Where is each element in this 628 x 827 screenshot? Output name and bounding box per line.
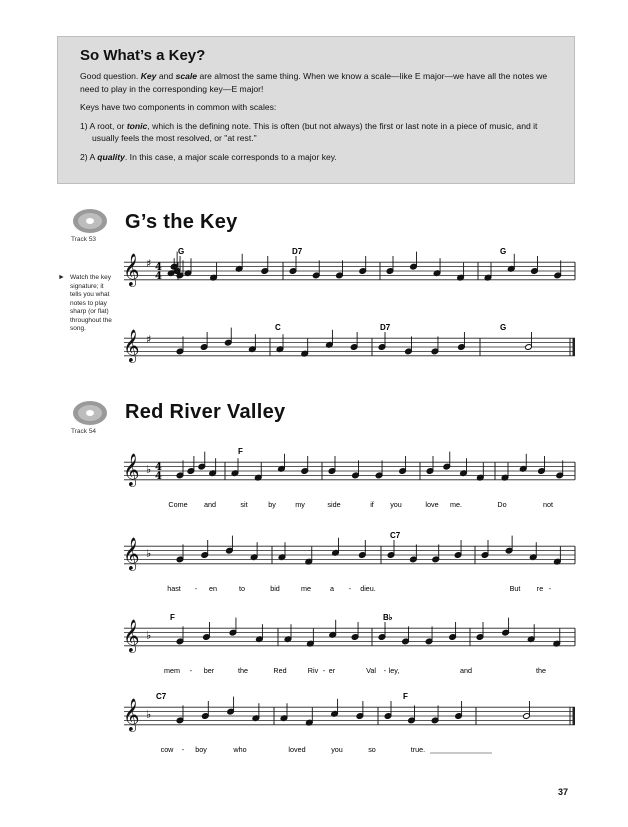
lyric-syllable: sit bbox=[240, 500, 248, 509]
lyric-syllable: en bbox=[209, 584, 217, 593]
lyric-syllable: true. bbox=[410, 745, 426, 754]
time-signature: 4 bbox=[155, 262, 162, 273]
final-bar-line bbox=[573, 338, 576, 356]
time-signature: 4 bbox=[155, 462, 162, 473]
staff bbox=[123, 447, 575, 509]
time-signature: 4 bbox=[155, 471, 162, 482]
lyric-syllable: Riv bbox=[307, 666, 319, 675]
key-signature-flat: ♭ bbox=[146, 547, 152, 560]
lyric-syllable: boy bbox=[195, 745, 207, 754]
lyric-syllable: mem bbox=[164, 666, 180, 675]
lyric-syllable: so bbox=[368, 745, 376, 754]
lyric-syllable: and bbox=[460, 666, 472, 675]
chord-symbol: B♭ bbox=[383, 613, 393, 622]
chord-symbol: C7 bbox=[156, 692, 167, 701]
lyric-syllable: - bbox=[322, 666, 326, 675]
lyric-syllable: Come bbox=[168, 500, 188, 509]
lyric-syllable: loved bbox=[288, 745, 306, 754]
arrow-icon: ► bbox=[58, 274, 65, 281]
key-signature-flat: ♭ bbox=[146, 463, 152, 476]
lyric-syllable: - bbox=[181, 745, 185, 754]
chord-symbol: F bbox=[238, 447, 243, 456]
key-signature-flat: ♭ bbox=[146, 629, 152, 642]
lyric-syllable: love bbox=[425, 500, 439, 509]
lyric-syllable: - bbox=[189, 666, 193, 675]
lyric-syllable: re bbox=[536, 584, 544, 593]
lyric-syllable: and bbox=[204, 500, 216, 509]
chord-symbol: F bbox=[170, 613, 175, 622]
key-signature-sharp: ♯ bbox=[146, 257, 152, 270]
track-label: Track 53 bbox=[71, 236, 97, 243]
lyric-syllable: - bbox=[348, 584, 352, 593]
lyric-syllable: Val bbox=[366, 666, 376, 675]
info-paragraph-2: Keys have two components in common with scales: bbox=[80, 102, 277, 112]
lyric-syllable: a bbox=[330, 584, 334, 593]
chord-symbol: F bbox=[403, 692, 408, 701]
lyric-syllable: side bbox=[327, 500, 341, 509]
staff bbox=[123, 247, 575, 287]
lyric-syllable: me bbox=[301, 584, 311, 593]
lyric-syllable: dieu. bbox=[360, 584, 376, 593]
info-box-title: So What’s a Key? bbox=[80, 47, 206, 64]
side-note: ► Watch the key signature; it tells you what notes to play sharp (or flat) throughout the song. bbox=[58, 274, 112, 332]
treble-clef: 𝄞 bbox=[123, 537, 140, 570]
info-list-item-2: 2) A quality. In this case, a major scale corresponds to a major key. bbox=[80, 151, 337, 162]
lyric-syllable: hast bbox=[167, 584, 181, 593]
chord-symbol: G bbox=[178, 247, 185, 256]
time-signature: 4 bbox=[155, 271, 162, 282]
staff bbox=[123, 323, 575, 363]
lyric-syllable: ley, bbox=[388, 666, 400, 675]
lyric-syllable: me. bbox=[450, 500, 462, 509]
lyric-syllable: er bbox=[328, 666, 336, 675]
key-signature-sharp: ♯ bbox=[146, 333, 152, 346]
song-title: Red River Valley bbox=[125, 401, 286, 423]
chord-symbol: G bbox=[500, 247, 507, 256]
chord-symbol: C7 bbox=[390, 531, 401, 540]
lyric-syllable: who bbox=[233, 745, 247, 754]
key-signature-flat: ♭ bbox=[146, 708, 152, 721]
treble-clef: 𝄞 bbox=[123, 698, 140, 731]
lyric-syllable: bid bbox=[270, 584, 280, 593]
staff bbox=[123, 692, 575, 754]
chord-symbol: C bbox=[275, 323, 281, 332]
lyric-syllable: - bbox=[194, 584, 198, 593]
lyric-syllable: Red bbox=[273, 666, 287, 675]
lyric-syllable: if bbox=[370, 500, 374, 509]
staff bbox=[123, 531, 575, 593]
info-paragraph-1: Good question. Key and scale are almost the same thing. When we know a scale—like E major—we have all the notes we need to play in the corresponding key—E major! bbox=[80, 71, 548, 94]
lyric-syllable: ber bbox=[203, 666, 215, 675]
lyric-syllable: Do bbox=[497, 500, 507, 509]
lyric-syllable: - bbox=[383, 666, 387, 675]
track-label: Track 54 bbox=[71, 428, 97, 435]
staff bbox=[123, 613, 575, 675]
lyric-syllable: - bbox=[548, 584, 552, 593]
song-title: G’s the Key bbox=[125, 211, 238, 233]
lyric-syllable: the bbox=[536, 666, 546, 675]
treble-clef: 𝄞 bbox=[123, 329, 140, 362]
lyric-syllable: to bbox=[239, 584, 245, 593]
lyric-syllable: the bbox=[238, 666, 248, 675]
lyric-syllable: you bbox=[331, 745, 343, 754]
lyric-syllable: you bbox=[390, 500, 402, 509]
chord-symbol: D7 bbox=[292, 247, 303, 256]
info-list-item-1: 1) A root, or tonic, which is the defining note. This is often (but not always) the first or last note in a piece of music, and it usually feels the most resolved, or "at rest." bbox=[80, 120, 538, 143]
treble-clef: 𝄞 bbox=[123, 619, 140, 652]
lyric-syllable: by bbox=[268, 500, 276, 509]
treble-clef: 𝄞 bbox=[123, 453, 140, 486]
lyric-syllable: cow bbox=[160, 745, 174, 754]
chord-symbol: G bbox=[500, 323, 507, 332]
chord-symbol: D7 bbox=[380, 323, 391, 332]
lyric-syllable: my bbox=[295, 500, 305, 509]
page-number: 37 bbox=[557, 787, 568, 797]
treble-clef: 𝄞 bbox=[123, 253, 140, 286]
final-bar-line bbox=[573, 707, 576, 725]
lyric-syllable: But bbox=[509, 584, 521, 593]
lyric-syllable: not bbox=[543, 500, 553, 509]
